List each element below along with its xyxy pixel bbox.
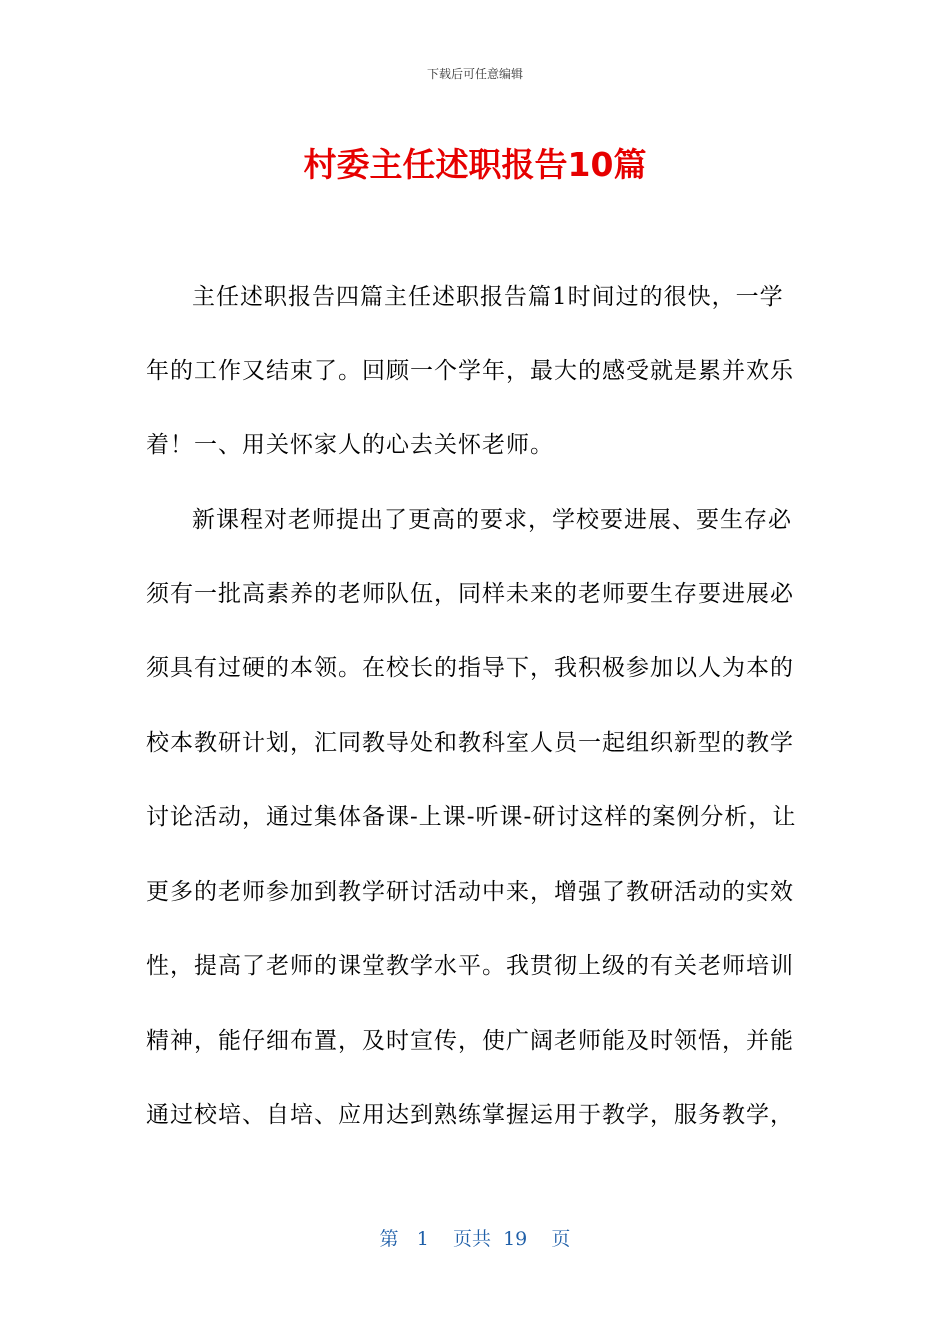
document-title: 村委主任述职报告10篇	[303, 145, 647, 184]
footer-suffix: 页	[551, 1228, 571, 1250]
footer-prefix: 第	[379, 1228, 399, 1250]
paragraph-line-5: 须有一批高素养的老师队伍，同样未来的老师要生存要进展必	[146, 581, 794, 607]
header-note: 下载后可任意编辑	[426, 67, 523, 81]
paragraph-line-10: 性，提高了老师的课堂教学水平。我贯彻上级的有关老师培训	[146, 953, 794, 979]
paragraph-line-2: 年的工作又结束了。回顾一个学年，最大的感受就是累并欢乐	[146, 358, 794, 384]
paragraph-line-11: 精神，能仔细布置，及时宣传，使广阔老师能及时领悟，并能	[146, 1028, 794, 1054]
paragraph-line-7: 校本教研计划，汇同教导处和教科室人员一起组织新型的教学	[146, 730, 794, 756]
footer-page-number: 1	[416, 1228, 429, 1250]
page-footer	[0, 1225, 950, 1253]
paragraph-line-1: 主任述职报告四篇主任述职报告篇1时间过的很快，一学	[192, 284, 784, 310]
paragraph-line-4: 新课程对老师提出了更高的要求，学校要进展、要生存必	[192, 507, 792, 533]
paragraph-line-9: 更多的老师参加到教学研讨活动中来，增强了教研活动的实效	[146, 879, 794, 905]
paragraph-line-12: 通过校培、自培、应用达到熟练掌握运用于教学，服务教学，	[146, 1102, 794, 1128]
footer-mid: 页共	[452, 1228, 491, 1250]
paragraph-line-6: 须具有过硬的本领。在校长的指导下，我积极参加以人为本的	[146, 655, 794, 681]
paragraph-line-8: 讨论活动，通过集体备课-上课-听课-研讨这样的案例分析，让	[146, 804, 797, 830]
paragraph-line-3: 着！一、用关怀家人的心去关怀老师。	[146, 432, 554, 458]
footer-total-pages: 19	[503, 1228, 528, 1250]
